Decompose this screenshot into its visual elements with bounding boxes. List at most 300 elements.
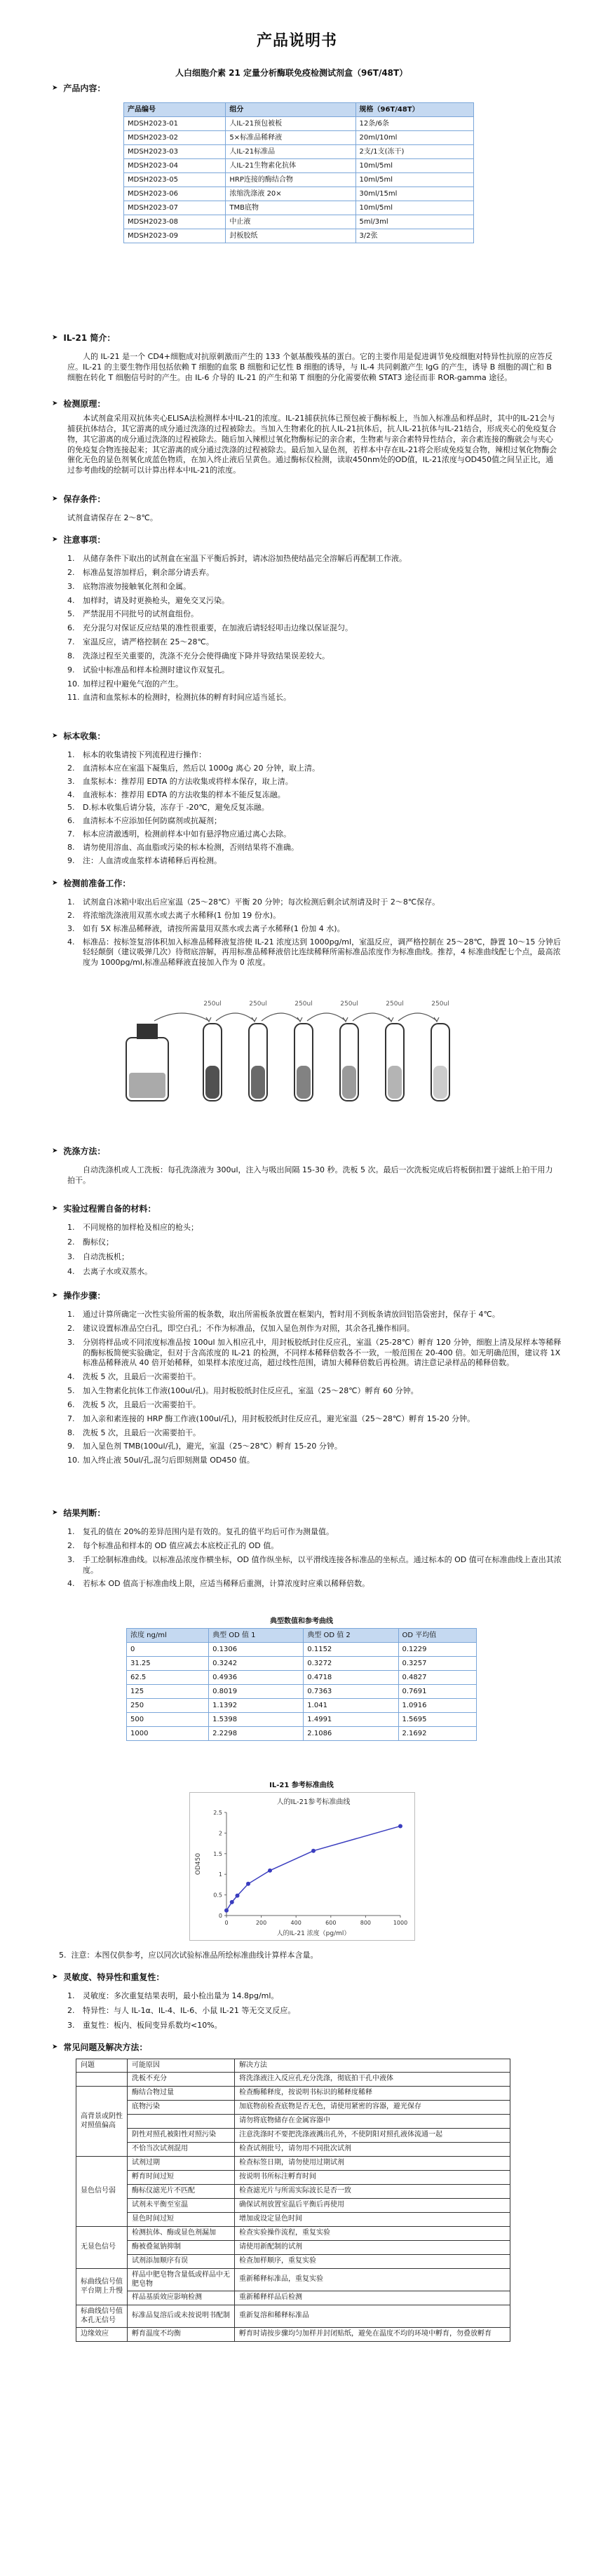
list-text: 酶标仪； [83,1237,114,1247]
list-number: 3. [67,1337,75,1347]
list-number: 2. [67,2005,75,2015]
table-header-cell: 典型 OD 值 2 [304,1629,398,1643]
problem-cell [76,2072,128,2086]
list-number: 4. [67,1372,75,1382]
list-number: 4. [67,1266,75,1276]
table-row [76,2268,510,2291]
table-row [76,2212,510,2226]
table-header-cell: 解决方法 [235,2059,510,2073]
solution-cell: 确保试剂放置室温后平衡后再使用 [235,2198,510,2212]
list-number: 11. [67,693,80,703]
list-number: 3. [67,1554,75,1564]
cause-cell: 底物污染 [128,2100,235,2114]
list-text: 加入显色剂 TMB(100ul/孔)，避光，室温（25～28℃）孵育 15-20 分钟。 [83,1442,342,1451]
list-number: 1. [67,1527,75,1536]
table-cell: 浓缩洗涤液 20× [226,187,355,201]
bullet-icon: ➤ [52,400,58,408]
list-text: 标本的收集请按下列流程进行操作： [83,750,206,759]
y-tick-label: 2.5 [213,1810,222,1816]
table-header-cell: 规格（96T/48T） [355,103,473,117]
list-number: 1. [67,1223,75,1232]
stock-bottle-liquid [129,1073,165,1098]
list-number: 8. [67,1428,75,1437]
bullet-icon: ➤ [52,84,58,93]
cause-cell: 酶结合物过量 [128,2086,235,2100]
x-tick-label: 800 [360,1920,372,1926]
prep-list [67,897,565,971]
list-text: 注：人血清或血浆样本请稀释后再检测。 [83,855,222,865]
table-cell: 20ml/10ml [355,131,473,145]
table-row [124,173,474,187]
sensitivity-list [67,1991,558,2035]
table-cell: 0.7363 [304,1685,398,1699]
table-cell: 0 [127,1643,209,1657]
list-number: 1. [67,1310,75,1319]
dilution-tube-liquid [251,1066,265,1099]
materials-list [67,1223,558,1281]
chart-heading: IL-21 参考标准曲线 [269,1782,334,1789]
list-text: 加入亲和素连接的 HRP 酶工作液(100ul/孔)，用封板胶纸封住反应孔，避光室温（25～28℃）孵育 15-20 分钟。 [83,1414,475,1423]
tube-volume-label: 250ul [431,1001,449,1008]
list-number: 10. [67,679,80,689]
y-tick-label: 1 [218,1871,222,1878]
list-text: 洗板 5 次，且最后一次需要拍干。 [83,1428,201,1437]
list-item [67,829,558,840]
list-number: 4. [67,937,75,947]
cause-cell [128,2114,235,2128]
list-item [67,911,565,921]
table-row [76,2198,510,2212]
table-header-cell: 浓度 ng/ml [127,1629,209,1643]
list-text: 手工绘制标准曲线。以标准品浓度作横坐标，OD 值作纵坐标，以平滑线连接各标准品的坐标点。通过标本的 OD 值可在标准曲线上查出其浓度。 [83,1554,562,1575]
list-item [67,609,558,620]
table-cell: 500 [127,1713,209,1727]
table-cell: 中止液 [226,215,355,229]
table-cell: 0.3257 [398,1657,476,1671]
table-row [127,1685,477,1699]
list-text: 洗板 5 次，且最后一次需要拍干。 [83,1372,201,1382]
table-cell: 1.1392 [209,1699,304,1713]
data-point [230,1900,234,1904]
section-results-heading: ➤ 结果判断： [52,1508,106,1518]
section-wash-heading: ➤ 洗涤方法： [52,1146,106,1156]
table-cell: 0.3272 [304,1657,398,1671]
cause-cell: 酶标仪滤光片不匹配 [128,2184,235,2198]
table-cell: 10ml/5ml [355,173,473,187]
table-cell: 125 [127,1685,209,1699]
solution-cell: 检查酶稀释度，按说明书标识的稀释度稀释 [235,2086,510,2100]
dilution-tube-liquid [205,1066,219,1099]
list-number: 6. [67,623,75,633]
cause-cell: 样品中肥皂物含量低或样品中无肥皂物 [128,2268,235,2291]
table-row [76,2128,510,2142]
cause-cell: 显色时间过短 [128,2212,235,2226]
list-item [67,1338,565,1369]
chart-note: 5. 注意：本图仅供参考，应以同次试验标准品所绘标准曲线计算样本含量。 [59,1951,318,1960]
table-row [76,2305,510,2327]
list-item [67,924,565,935]
list-number: 1. [67,554,75,563]
tube-volume-label: 250ul [294,1001,313,1008]
table-row [76,2240,510,2254]
solution-cell: 增加或设定显色时间 [235,2212,510,2226]
list-text: 将浓缩洗涤液用双蒸水或去离子水稀释(1 份加 19 份水)。 [83,910,281,920]
table-row [76,2142,510,2156]
table-cell: 1000 [127,1727,209,1741]
dilution-tube-liquid [388,1066,402,1099]
bullet-icon: ➤ [52,1147,58,1155]
list-number: 4. [67,595,75,605]
table-cell: 2.2298 [209,1727,304,1741]
table-row [76,2086,510,2100]
list-text: 标准品复溶加样后，剩余部分请丢弃。 [83,567,214,577]
list-number: 9. [67,855,75,865]
list-item [67,637,558,648]
list-text: 分别将样品或不同浓度标准品按 100ul 加入相应孔中，用封板胶纸封住反应孔，室温（25-28℃）孵育 120 分钟，细胞上清及尿样本等稀释的酶标板简便实验确定，但对于含高浓度的 IL-21 的检测，不同样本稀释倍数各不一致，一般范围在 20-400 倍。如无明确范围，建议将 1X 标准品稀释液从 40 倍开始稀释，如果样本浓度过高，超过线性范围，请加大稀释倍数后再检测。请注意记录样品的稀释倍数。 [83,1337,562,1368]
list-item [67,1238,558,1248]
table-cell: TMB底物 [226,201,355,215]
table-row [127,1671,477,1685]
section-materials-heading: ➤ 实验过程需自备的材料： [52,1204,156,1214]
table-row [76,2156,510,2170]
list-number: 3. [67,923,75,933]
bullet-icon: ➤ [52,334,58,342]
bullet-icon: ➤ [52,1973,58,1981]
bullet-icon: ➤ [52,732,58,740]
table-cell: 12条/6条 [355,117,473,131]
solution-cell: 请勿将底物储存在金属容器中 [235,2114,510,2128]
table-cell: 0.1152 [304,1643,398,1657]
list-item [67,1541,565,1552]
table-cell: 0.4827 [398,1671,476,1685]
wash-text: 自动洗涤机或人工洗板：每孔洗涤液为 300ul，注入与吸出间隔 15-30 秒。洗板 5 次。最后一次洗板完成后将板倒扣置于滤纸上拍干用力拍干。 [67,1165,553,1185]
sample-list [67,750,558,869]
solution-cell: 请使用新配制的试剂 [235,2240,510,2254]
table-cell: MDSH2023-03 [124,145,226,159]
list-number: 7. [67,637,75,647]
solution-cell: 检查实验操作流程，重复实验 [235,2226,510,2240]
bullet-icon: ➤ [52,2043,58,2052]
list-number: 2. [67,1323,75,1333]
table-row [124,187,474,201]
table-row [76,2100,510,2114]
section-intro-heading: ➤ IL-21 简介： [52,333,116,343]
tube-volume-label: 250ul [203,1001,222,1008]
table-row [76,2226,510,2240]
list-item [67,750,558,761]
table-header-cell: 可能原因 [128,2059,235,2073]
x-tick-label: 600 [325,1920,337,1926]
typical-data-table [126,1628,477,1741]
transfer-arrow [216,1013,255,1021]
cause-cell: 样品基质效应影响检测 [128,2291,235,2305]
table-cell: 2.1692 [398,1727,476,1741]
y-tick-label: 1.5 [213,1850,222,1857]
table-row [127,1657,477,1671]
section-sensitivity-heading: ➤ 灵敏度、特异性和重复性： [52,1972,165,1982]
table-row [124,215,474,229]
table-cell: 5ml/3ml [355,215,473,229]
list-number: 10. [67,1456,80,1465]
cause-cell: 酶被叠氮钠抑制 [128,2240,235,2254]
list-text: 血液标本：推荐用 EDTA 的方法收集的样本不能反复冻融。 [83,789,285,799]
table-cell: 30ml/15ml [355,187,473,201]
table-cell: 0.1306 [209,1643,304,1657]
list-number: 5. [67,803,75,813]
solution-cell: 按说明书所标注孵育时间 [235,2170,510,2184]
list-item [67,665,558,676]
bullet-icon: ➤ [52,1509,58,1517]
table-cell: 1.4991 [304,1713,398,1727]
list-text: 灵敏度：多次重复结果表明，最小检出量为 14.8pg/ml。 [83,1991,279,2000]
list-item [67,1267,558,1277]
list-number: 8. [67,651,75,660]
table-row [76,2114,510,2128]
cause-cell: 阴性对照孔被阳性对照污染 [128,2128,235,2142]
list-item [67,1579,565,1589]
data-point [224,1909,229,1913]
list-text: 加入生物素化抗体工作液(100ul/孔)。用封板胶纸封住反应孔，室温（25～28℃）孵育 60 分钟。 [83,1386,419,1396]
cause-cell: 标准品复溶后或未按说明书配制 [128,2305,235,2327]
section-steps-heading: ➤ 操作步骤： [52,1291,106,1301]
problem-cell: 标曲线信号值本孔无信号 [76,2305,128,2327]
list-number: 4. [67,789,75,799]
list-item [67,1310,565,1320]
table-cell: 250 [127,1699,209,1713]
table-cell: 0.4936 [209,1671,304,1685]
list-text: 建议设置标准品空白孔，即空白孔；不作为标准品，仅加入显色剂作为对照，其余各孔操作相同。 [83,1323,414,1333]
table-cell: MDSH2023-06 [124,187,226,201]
solution-cell: 重新稀释样品后检测 [235,2291,510,2305]
cause-cell: 检测抗体、酶或显色剂漏加 [128,2226,235,2240]
problem-cell: 显色信号弱 [76,2156,128,2226]
list-text: 不同规格的加样枪及相应的枪头； [83,1223,198,1232]
data-point [398,1824,402,1828]
data-point [246,1882,250,1886]
list-text: 试剂盒自冰箱中取出后应室温（25～28℃）平衡 20 分钟；每次检测后剩余试剂请及时于 2～8℃保存。 [83,897,440,907]
table-row [124,229,474,243]
table-header-cell: 产品编号 [124,103,226,117]
table-cell: MDSH2023-09 [124,229,226,243]
table-cell: 3/2张 [355,229,473,243]
bullet-icon: ➤ [52,495,58,503]
bullet-icon: ➤ [52,1292,58,1300]
list-text: 室温反应，请严格控制在 25～28℃。 [83,637,214,647]
table-cell: 人IL-21预包被板 [226,117,355,131]
list-number: 3. [67,581,75,591]
table-cell: MDSH2023-02 [124,131,226,145]
list-text: 严禁混用不同批号的试剂盒组份。 [83,609,198,619]
table-row [76,2291,510,2305]
list-item [67,803,558,813]
dilution-tube-liquid [297,1066,311,1099]
solution-cell: 重新复溶和稀释标准品 [235,2305,510,2327]
table-row [124,145,474,159]
list-item [67,2006,558,2016]
list-item [67,937,565,969]
list-text: 充分混匀对保证反应结果的准性很重要，在加液后请轻轻叩击边缘以保证混匀。 [83,623,353,633]
list-item [67,790,558,801]
list-item [67,1456,565,1466]
list-text: 洗板 5 次，且最后一次需要拍干。 [83,1399,201,1409]
data-point [311,1849,316,1853]
list-text: 试验中标准品和样本检测时建议作双复孔。 [83,665,229,674]
table-cell: 5×标准品稀释液 [226,131,355,145]
table-cell: MDSH2023-01 [124,117,226,131]
solution-cell: 孵育时请按步骤均匀加样并封闭贴纸，避免在温度不均的环境中孵育，勿叠放孵育 [235,2327,510,2341]
section-sample-heading: ➤ 标本收集： [52,731,106,741]
notes-list [67,554,558,707]
list-text: 加样过程中避免气泡的产生。 [83,679,183,689]
cause-cell: 试剂添加顺序有误 [128,2254,235,2268]
section-storage-heading: ➤ 保存条件： [52,494,106,504]
list-item [67,623,558,634]
list-item [67,856,558,867]
list-item [67,693,558,703]
list-text: 特异性：与人 IL-1α、IL-4、IL-6、小鼠 IL-21 等无交叉反应。 [83,2005,296,2015]
tube-volume-label: 250ul [249,1001,267,1008]
y-tick-label: 0.5 [213,1892,222,1899]
list-item [67,582,558,592]
solution-cell: 检查滤光片与所需实际波长是否一致 [235,2184,510,2198]
solution-cell: 注意洗涤时不要把洗涤液溅出孔外，不使阴阳对照孔液体流通一起 [235,2128,510,2142]
table-cell: MDSH2023-07 [124,201,226,215]
list-number: 1. [67,1991,75,2000]
document-title: 产品说明书 [257,32,338,50]
list-text: 底物溶液勿接触氧化剂和金属。 [83,581,191,591]
cause-cell: 不恰当次试剂混用 [128,2142,235,2156]
list-number: 7. [67,829,75,839]
list-number: 9. [67,665,75,674]
list-text: 请勿使用溶血、高血脂或污染的标本检测，否则结果将不准确。 [83,842,299,852]
list-text: 如有 5X 标准品稀释液，请按所需量用双蒸水或去离子水稀释(1 份加 4 水)。 [83,923,345,933]
problem-cell: 无显色信号 [76,2226,128,2268]
list-number: 2. [67,763,75,773]
chart-title: 人的IL-21参考标准曲线 [276,1798,351,1806]
list-item [67,764,558,774]
table-header-cell: 组分 [226,103,355,117]
list-number: 7. [67,1414,75,1423]
list-number: 3. [67,1252,75,1261]
data-point [236,1894,240,1898]
list-number: 5. [67,1386,75,1396]
list-item [67,1527,565,1538]
list-item [67,1324,565,1334]
steps-list [67,1310,565,1470]
list-text: 自动洗板机； [83,1252,129,1261]
y-tick-label: 0 [218,1913,222,1919]
table-row [127,1727,477,1741]
list-item [67,1991,558,2002]
tube-volume-label: 250ul [340,1001,358,1008]
list-text: 标准品：按标签复溶体积加入标准品稀释液复溶使 IL-21 浓度达到 1000pg/ml，室温反应，调严格控制在 25～28℃，静置 10～15 分钟后轻轻颠倒（建议吸弹几次）待彻底溶解，再用标准品稀释液倍比连续稀释所需标准品浓度作为标准曲线。推荐，4 标准曲线配七个点，最高浓度为 1000pg/ml,标准品稀释液直接加入作为 0 浓度。 [83,937,561,968]
table-row [76,2184,510,2198]
list-item [67,651,558,662]
list-text: 血清标本不应添加任何防腐剂或抗凝剂； [83,816,222,826]
transfer-arrow [307,1013,346,1021]
table-cell: 封板胶纸 [226,229,355,243]
list-number: 5. [67,609,75,619]
list-number: 9. [67,1442,75,1451]
table-cell: MDSH2023-05 [124,173,226,187]
problem-cell: 标曲线信号值平台期上升慢 [76,2268,128,2305]
stock-bottle-cap [137,1024,158,1039]
x-axis-label: 人的IL-21 浓度（pg/ml） [276,1930,351,1937]
list-item [67,679,558,690]
x-tick-label: 0 [224,1920,229,1926]
bullet-icon: ➤ [52,879,58,888]
table-cell: 0.8019 [209,1685,304,1699]
transfer-arrow [154,1013,209,1021]
data-point [268,1869,272,1873]
list-item [67,843,558,853]
table-cell: 0.7691 [398,1685,476,1699]
series-line [226,1826,400,1910]
section-notes-heading: ➤ 注意事项： [52,535,106,545]
list-number: 1. [67,897,75,907]
list-number: 3. [67,2020,75,2030]
table-cell: 0.3242 [209,1657,304,1671]
table-row [124,201,474,215]
table-row [76,2327,510,2341]
problem-cell: 高背景或阴性对照值偏高 [76,2086,128,2156]
table-cell: MDSH2023-08 [124,215,226,229]
list-number: 2. [67,910,75,920]
list-text: 洗涤过程至关重要的，洗涤不充分会使得确度下降并导致结果误差较大。 [83,651,330,660]
problem-cell: 边缘效应 [76,2327,128,2341]
table-cell: 31.25 [127,1657,209,1671]
list-text: 若标本 OD 值高于标准曲线上限，应适当稀释后重测，计算浓度时应乘以稀释倍数。 [83,1579,370,1589]
table-cell: 1.041 [304,1699,398,1713]
list-item [67,568,558,578]
storage-text: 试剂盒请保存在 2～8℃。 [67,513,158,522]
faq-table [76,2059,510,2342]
document-subtitle: 人白细胞介素 21 定量分析酶联免疫检测试剂盒（96T/48T） [175,68,408,78]
table-row [124,131,474,145]
table-row [127,1699,477,1713]
list-text: D.标本收集后请分装，冻存于 -20℃，避免反复冻融。 [83,803,269,813]
standard-curve-chart [189,1792,415,1941]
list-text: 通过计算所确定一次性实验所需的板条数，取出所需板条放置在框架内，暂时用不到板条请放回铝箔袋密封，保存于 4℃。 [83,1310,500,1319]
table-cell: 1.5398 [209,1713,304,1727]
bullet-icon: ➤ [52,536,58,544]
dilution-tube-liquid [342,1066,356,1099]
cause-cell: 试剂过期 [128,2156,235,2170]
table-row [127,1643,477,1657]
cause-cell: 孵育温度不均衡 [128,2327,235,2341]
transfer-arrow [262,1013,300,1021]
list-item [67,1223,558,1233]
section-prep-heading: ➤ 检测前准备工作： [52,879,131,888]
table-cell: 10ml/5ml [355,201,473,215]
solution-cell: 检查试剂批号，请勿用不同批次试剂 [235,2142,510,2156]
list-item [67,554,558,564]
list-item [67,1372,565,1383]
list-number: 1. [67,750,75,759]
list-item [67,1386,565,1397]
list-text: 标本应清澈透明，检测前样本中如有悬浮物应通过离心去除。 [83,829,291,839]
dilution-tubes-illustration [112,996,505,1115]
y-axis-label: OD450 [195,1852,202,1876]
section-faq-heading: ➤ 常见问题及解决方法： [52,2042,148,2052]
bullet-icon: ➤ [52,1205,58,1213]
list-text: 加样时，请及时更换枪头，避免交叉污染。 [83,595,229,605]
x-tick-label: 400 [290,1920,302,1926]
list-item [67,1428,565,1439]
table-cell: 人IL-21标准品 [226,145,355,159]
list-item [67,596,558,606]
solution-cell: 将洗涤液注入反应孔充分洗涤，彻底拍干孔中液体 [235,2072,510,2086]
